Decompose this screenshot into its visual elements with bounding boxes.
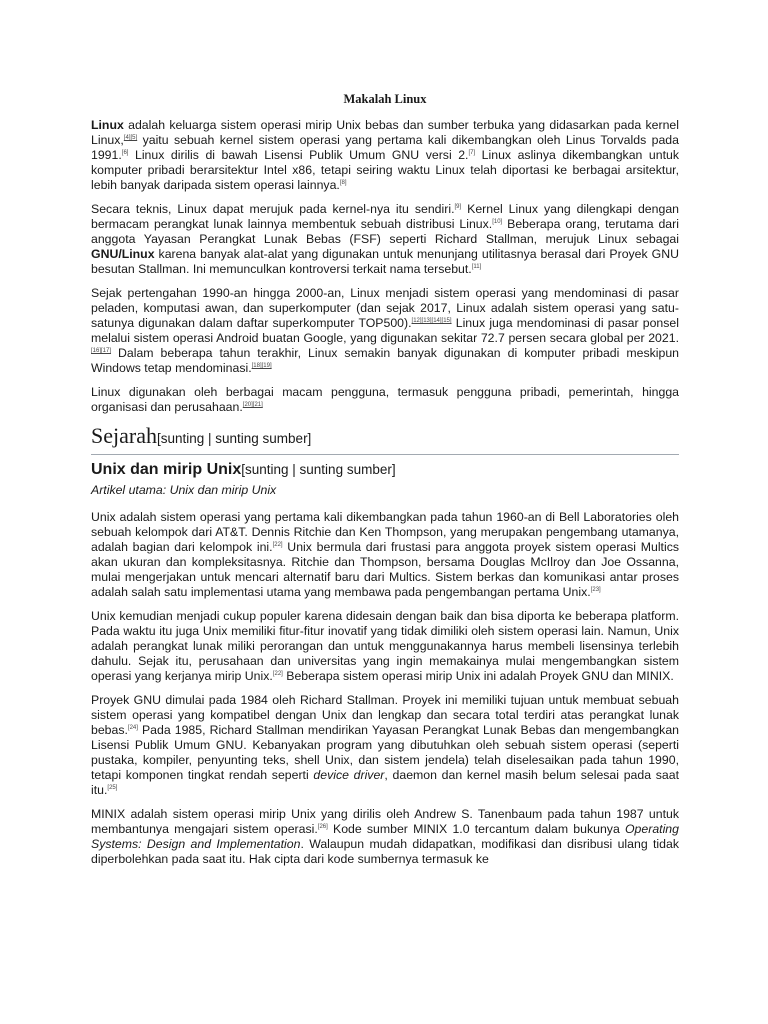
body-paragraph-4 [91, 807, 679, 867]
main-article-note[interactable]: Artikel utama: Unix dan mirip Unix [91, 483, 277, 497]
reference-link[interactable]: [18][19] [251, 362, 272, 369]
text-run: Kode sumber MINIX 1.0 tercantum dalam bukunya [327, 822, 625, 836]
intro-paragraph-4 [91, 385, 679, 415]
text-run: Dalam beberapa tahun terakhir, Linux semakin banyak digunakan di komputer pribadi meskipun Windows tetap mendominasi. [91, 346, 679, 375]
intro-paragraph-3 [91, 286, 679, 376]
reference-link[interactable]: [8] [339, 179, 347, 186]
bold-term: GNU/Linux [91, 247, 155, 261]
text-run: Linux dirilis di bawah Lisensi Publik Umum GNU versi 2. [128, 148, 469, 162]
text-run: Pada 1985, Richard Stallman mendirikan Yayasan Perangkat Lunak Bebas dan mengembangkan Lisensi Publik Umum GNU. Kebanyakan program yang dibutuhkan oleh sebuah sistem operasi (seperti pustaka, kompiler, penyunting teks, shell Unix, dan sistem jendela) telah diselesaikan pada tahun 1990, tetapi komponen tingkat rendah seperti [91, 723, 679, 782]
section-heading [91, 424, 679, 455]
document-page [91, 92, 679, 876]
edit-section-link[interactable]: [sunting | sunting sumber] [156, 431, 312, 446]
text-run: Unix bermula dari frustasi para anggota proyek sistem operasi Multics akan ukuran dan kompleksitasnya. Ritchie dan Thompson, bersama Douglas McIlroy dan Joe Ossanna, mulai mengerjakan untuk mencari alternatif baru dari Multics. Sistem berkas dan komunikasi antar proses adalah salah satu implementasi utama yang membawa pada pengembangan pertama Unix. [91, 540, 680, 599]
document-title: Makalah Linux [343, 92, 427, 106]
reference-link[interactable]: [7] [468, 149, 476, 156]
text-run: karena banyak alat-alat yang digunakan untuk menunjang utilitasnya berasal dari Proyek GNU besutan Stallman. Ini memunculkan kontroversi terkait nama tersebut. [91, 247, 679, 276]
reference-link[interactable]: [20][21] [242, 401, 263, 408]
lead-term: Linux [91, 118, 124, 132]
text-run: Secara teknis, Linux dapat merujuk pada kernel-nya itu sendiri. [91, 202, 455, 216]
text-run: Linux juga mendominasi di pasar ponsel melalui sistem operasi Android buatan Google, yang digunakan sekitar 72.7 persen secara global per 2021. [91, 316, 679, 345]
text-run: Linux aslinya dikembangkan untuk komputer pribadi berarsitektur Intel x86, tetapi seiring waktu Linux telah diportasi ke berbagai arsitektur, lebih banyak daripada sistem operasi lainnya. [91, 148, 679, 192]
reference-link[interactable]: [25] [107, 784, 118, 791]
subsection-title: Unix dan mirip Unix [91, 461, 242, 478]
reference-link[interactable]: [6] [121, 149, 129, 156]
text-run: . Walaupun mudah didapatkan, modifikasi dan disribusi ulang tidak diperbolehkan pada saat itu. Hak cipta dari kode sumbernya termasuk ke [91, 837, 679, 866]
reference-link[interactable]: [22] [272, 670, 283, 677]
text-run: Proyek GNU dimulai pada 1984 oleh Richard Stallman. Proyek ini memiliki tujuan untuk membuat sebuah sistem operasi yang kompatibel dengan Unix dan lengkap dan secara total terdiri atas perangkat lunak bebas. [91, 693, 679, 737]
reference-link[interactable]: [22] [272, 541, 283, 548]
text-run: Unix kemudian menjadi cukup populer karena didesain dengan baik dan bisa diporta ke beberapa platform. Pada waktu itu juga Unix memiliki fitur-fitur inovatif yang tidak dimiliki oleh sistem operasi lain. Namun, Unix adalah perangkat lunak miliki perorangan dan untuk menggunakannya harus membeli lisensinya terlebih dahulu. Sejak itu, perusahaan dan universitas yang ingin memakainya mulai mengembangkan sistem operasi yang kerjanya mirip Unix. [91, 609, 679, 683]
reference-link[interactable]: [16][17] [91, 347, 112, 354]
text-run: Kernel Linux yang dilengkapi dengan bermacam perangkat lunak lainnya membentuk sebuah distribusi Linux. [91, 202, 679, 231]
text-run: yaitu sebuah kernel sistem operasi yang pertama kali dikembangkan oleh Linus Torvalds pada 1991. [91, 133, 679, 162]
body-paragraph-1 [91, 510, 679, 600]
intro-paragraph-2 [91, 202, 679, 277]
italic-term: device driver [313, 768, 385, 782]
book-title: Operating Systems: Design and Implementation [91, 822, 679, 851]
text-run: adalah keluarga sistem operasi mirip Unix bebas dan sumber terbuka yang didasarkan pada kernel Linux, [91, 118, 679, 147]
reference-link[interactable]: [26] [317, 823, 328, 830]
reference-link[interactable]: [12][13][14][15] [411, 317, 452, 324]
intro-paragraph-1 [91, 118, 679, 193]
text-run: Beberapa orang, terutama dari anggota Yayasan Perangkat Lunak Bebas (FSF) seperti Richard Stallman, merujuk Linux sebagai [91, 217, 679, 246]
body-paragraph-3 [91, 693, 679, 798]
reference-link[interactable]: [24] [127, 724, 138, 731]
reference-link[interactable]: [9] [454, 203, 462, 210]
text-run: Beberapa sistem operasi mirip Unix ini adalah Proyek GNU dan MINIX. [282, 669, 674, 683]
text-run: MINIX adalah sistem operasi mirip Unix yang dirilis oleh Andrew S. Tanenbaum pada tahun 1987 untuk membantunya mengajari sistem operasi. [91, 807, 679, 836]
body-paragraph-2 [91, 609, 679, 684]
subsection-heading [91, 461, 679, 479]
text-run: Unix adalah sistem operasi yang pertama kali dikembangkan pada tahun 1960-an di Bell Laboratories oleh sebuah kelompok dari AT&T. Dennis Ritchie dan Ken Thompson, yang merupakan pengembang utamanya, adalah bagian dari kelompok ini. [91, 510, 679, 554]
reference-link[interactable]: [11] [471, 263, 482, 270]
reference-link[interactable]: [10] [492, 218, 503, 225]
section-title: Sejarah [91, 423, 157, 448]
reference-link[interactable]: [23] [590, 586, 601, 593]
text-run: , daemon dan kernel masih belum selesai pada saat itu. [91, 768, 679, 797]
text-run: Sejak pertengahan 1990-an hingga 2000-an, Linux menjadi sistem operasi yang mendominasi di pasar peladen, komputasi awan, dan superkomputer (dan sejak 2017, Linux adalah sistem operasi yang satu-satunya digunakan dalam daftar superkomputer TOP500). [91, 286, 679, 330]
reference-link[interactable]: [4][5] [123, 134, 138, 141]
text-run: Linux digunakan oleh berbagai macam pengguna, termasuk pengguna pribadi, pemerintah, hingga organisasi dan perusahaan. [91, 385, 679, 414]
edit-subsection-link[interactable]: [sunting | sunting sumber] [241, 462, 396, 477]
